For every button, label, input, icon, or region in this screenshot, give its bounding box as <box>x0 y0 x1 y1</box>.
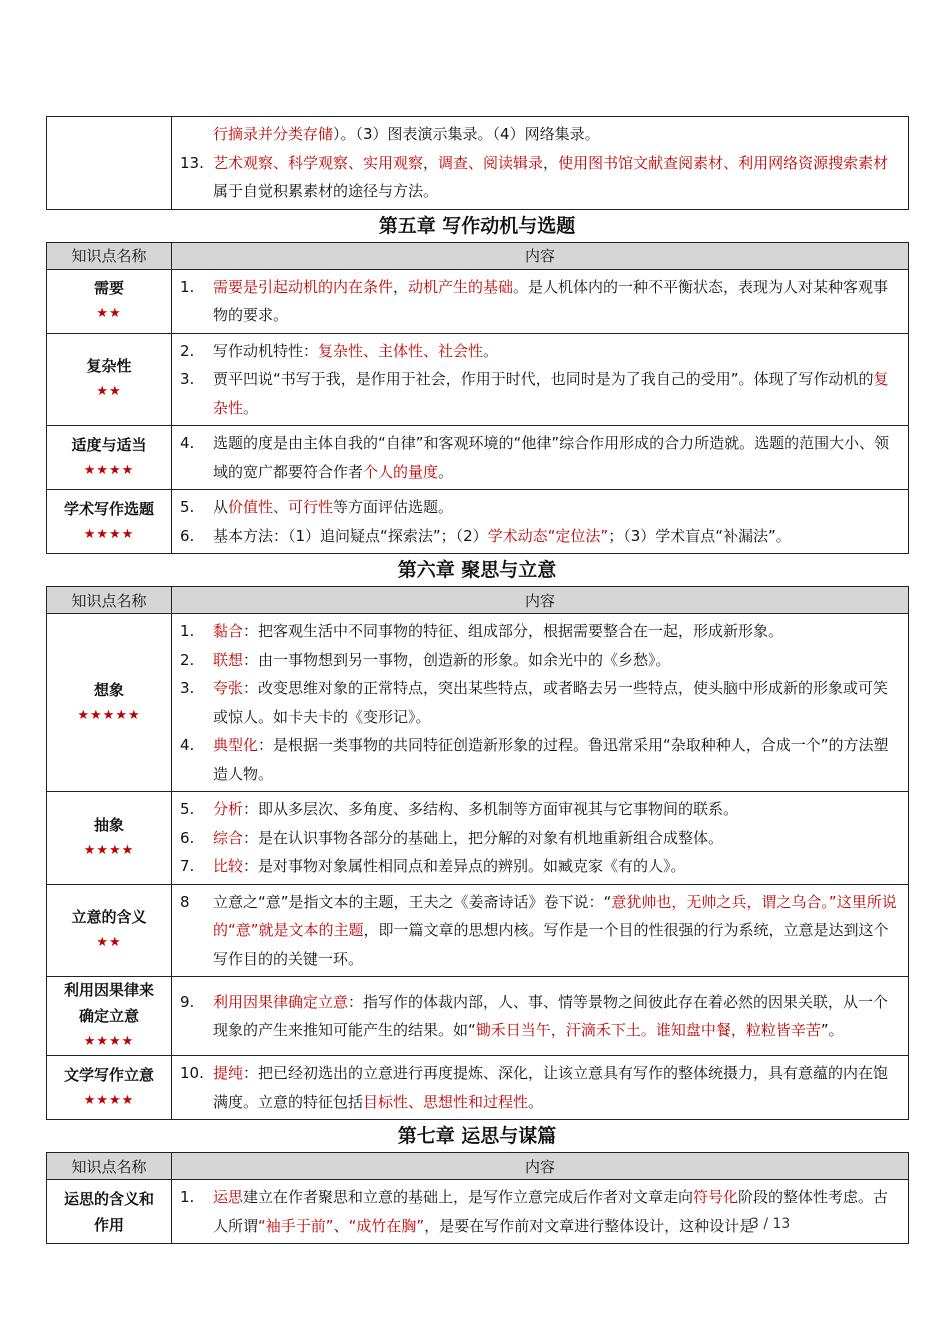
list-item: 1. 黏合：把客观生活中不同事物的特征、组成部分，根据需要整合在一起，形成新形象。 <box>180 622 784 640</box>
list-item: 9. 利用因果律确定立意：指写作的体裁内部，人、事、情等景物之间彼此存在着必然的因果关联，从一个现象的产生来推知可能产生的结果。如“锄禾日当午，汗滴禾下土。谁知盘中餐，粒粒皆辛苦”。 <box>180 992 889 1039</box>
knowledge-table <box>46 242 909 555</box>
empty-name-cell <box>47 117 172 210</box>
table-continued <box>46 116 909 210</box>
list-item: 4. 选题的度是由主体自我的“自律”和客观环境的“他律”综合作用形成的合力所造就。选题的范围大小、领域的宽广都要符合作者个人的量度。 <box>180 434 890 481</box>
chapter-title: 第六章 聚思与立意 <box>397 559 557 581</box>
star-rating: ★★★★ <box>83 1092 135 1108</box>
star-rating: ★★★★★ <box>77 707 141 723</box>
star-rating: ★★ <box>96 306 122 321</box>
table-row: 需要 ★★ 1. 需要是引起动机的内在条件，动机产生的基础。是人机体内的一种不平衡状态，表现为人对某种客观事物的要求。 <box>47 269 909 333</box>
list-item: 2. 联想：由一事物想到另一事物，创造新的形象。如余光中的《乡愁》。 <box>180 650 671 669</box>
table-header: 知识点名称 内容 <box>47 587 909 614</box>
list-item: 5. 分析：即从多层次、多角度、多结构、多机制等方面审视其与它事物间的联系。 <box>180 800 739 818</box>
table-row: 利用因果律来确定立意 ★★★★ 9. 利用因果律确定立意：指写作的体裁内部，人、事、情等景物之间彼此存在着必然的因果关联，从一个现象的产生来推知可能产生的结果。如“锄禾日当午，汗滴禾下土。谁知盘中餐，粒粒皆辛苦”。 <box>47 977 909 1056</box>
table-row: 适度与适当 ★★★★ 4. 选题的度是由主体自我的“自律”和客观环境的“他律”综合作用形成的合力所造就。选题的范围大小、领域的宽广都要符合作者个人的量度。 <box>47 426 909 490</box>
list-item: 1. 需要是引起动机的内在条件，动机产生的基础。是人机体内的一种不平衡状态，表现为人对某种客观事物的要求。 <box>180 277 889 324</box>
table-row <box>47 117 909 210</box>
star-rating: ★★ <box>96 384 122 400</box>
list-item: 1. 运思建立在作者聚思和立意的基础上，是写作立意完成后作者对文章走向符号化阶段的整体性考虑。古人所谓“袖手于前”、“成竹在胸”，是要在写作前对文章进行整体设计，这种设计是 <box>180 1188 889 1235</box>
table-header: 知识点名称 内容 <box>47 1153 909 1180</box>
document-page <box>46 116 908 1244</box>
star-rating: ★★★★ <box>83 462 135 478</box>
table-row: 立意的含义 ★★ 8 立意之“意”是指文本的主题，王夫之《姜斋诗话》卷下说：“意犹帅也，无帅之兵，谓之乌合。”这里所说的“意”就是文本的主题，即一篇文章的思想内核。写作是一个目的性很强的行为系统，立意是达到这个写作目的的关键一环。 <box>47 884 909 977</box>
list-item: 13. 艺术观察、科学观察、实用观察，调查、阅读辑录，使用图书馆文献查阅素材、利用网络资源搜索素材属于自觉积累素材的途径与方法。 <box>180 153 889 200</box>
page-number: 3 / 13 <box>750 1216 791 1232</box>
table-row: 想象 ★★★★★ 1. 黏合：把客观生活中不同事物的特征、组成部分，根据需要整合在一起，形成新形象。 2. 联想：由一事物想到另一事物，创造新的形象。如余光中的《乡愁》。 3. 夸张：改变思维对象的正常特点，突出某些特点，或者略去另一些特点，使头脑中形成新的形象或可笑或惊人。如卡夫卡的《变形记》。 4. 典型化：是根据一类事物的共同特征创造新形象的过程。鲁迅常采用“杂取种种人，合成一个”的方法塑造人物。 <box>47 614 909 792</box>
table-row: 复杂性 ★★ 2. 写作动机特性：复杂性、主体性、社会性。 3. 贾平凹说“书写于我，是作用于社会，作用于时代，也同时是为了我自己的受用”。体现了写作动机的复杂性。 <box>47 333 909 426</box>
chapter-title: 第五章 写作动机与选题 <box>378 214 576 237</box>
list-item: 10. 提纯：把已经初选出的立意进行再度提炼、深化，让该立意具有写作的整体统摄力，具有意蕴的内在饱满度。立意的特征包括目标性、思想性和过程性。 <box>180 1064 889 1111</box>
star-rating: ★★★★ <box>83 1034 135 1049</box>
list-item: 6. 基本方法：（1）追问疑点“探索法”；（2）学术动态“定位法”；（3）学术盲点“补漏法”。 <box>180 526 791 545</box>
list-item: 7. 比较：是对事物对象属性相同点和差异点的辨别。如臧克家《有的人》。 <box>180 857 686 875</box>
list-item: 6. 综合：是在认识事物各部分的基础上，把分解的对象有机地重新组合成整体。 <box>180 828 724 847</box>
table-row: 抽象 ★★★★ 5. 分析：即从多层次、多角度、多结构、多机制等方面审视其与它事物间的联系。 6. 综合：是在认识事物各部分的基础上，把分解的对象有机地重新组合成整体。 7. 比较：是对事物对象属性相同点和差异点的辨别。如臧克家《有的人》。 <box>47 792 909 885</box>
table-header: 知识点名称 内容 <box>47 242 909 269</box>
star-rating: ★★ <box>96 935 122 951</box>
star-rating: ★★★★ <box>83 842 135 858</box>
knowledge-table <box>46 586 909 1120</box>
list-item: 2. 写作动机特性：复杂性、主体性、社会性。 <box>180 341 499 360</box>
list-item: 3. 贾平凹说“书写于我，是作用于社会，作用于时代，也同时是为了我自己的受用”。体现了写作动机的复杂性。 <box>180 370 889 417</box>
table-row: 运思的含义和作用 1. 运思建立在作者聚思和立意的基础上，是写作立意完成后作者对文章走向符号化阶段的整体性考虑。古人所谓“袖手于前”、“成竹在胸”，是要在写作前对文章进行整体设计，这种设计是 <box>47 1180 909 1244</box>
list-item: 3. 夸张：改变思维对象的正常特点，突出某些特点，或者略去另一些特点，使头脑中形成新的形象或可笑或惊人。如卡夫卡的《变形记》。 <box>180 679 889 726</box>
list-item: 5. 从价值性、可行性等方面评估选题。 <box>180 498 454 516</box>
list-item: 行摘录并分类存储）。（3）图表演示集录。（4）网络集录。 <box>213 125 600 143</box>
list-item: 4. 典型化：是根据一类事物的共同特征创造新形象的过程。鲁迅常采用“杂取种种人，合成一个”的方法塑造人物。 <box>180 736 889 783</box>
list-item: 8 立意之“意”是指文本的主题，王夫之《姜斋诗话》卷下说：“意犹帅也，无帅之兵，谓之乌合。”这里所说的“意”就是文本的主题，即一篇文章的思想内核。写作是一个目的性很强的行为系统，立意是达到这个写作目的的关键一环。 <box>180 892 897 968</box>
star-rating: ★★★★ <box>83 526 135 542</box>
table-row: 学术写作选题 ★★★★ 5. 从价值性、可行性等方面评估选题。 6. 基本方法：（1）追问疑点“探索法”；（2）学术动态“定位法”；（3）学术盲点“补漏法”。 <box>47 490 909 554</box>
chapter-title: 第七章 运思与谋篇 <box>397 1125 557 1147</box>
table-row: 文学写作立意 ★★★★ 10. 提纯：把已经初选出的立意进行再度提炼、深化，让该立意具有写作的整体统摄力，具有意蕴的内在饱满度。立意的特征包括目标性、思想性和过程性。 <box>47 1056 909 1120</box>
